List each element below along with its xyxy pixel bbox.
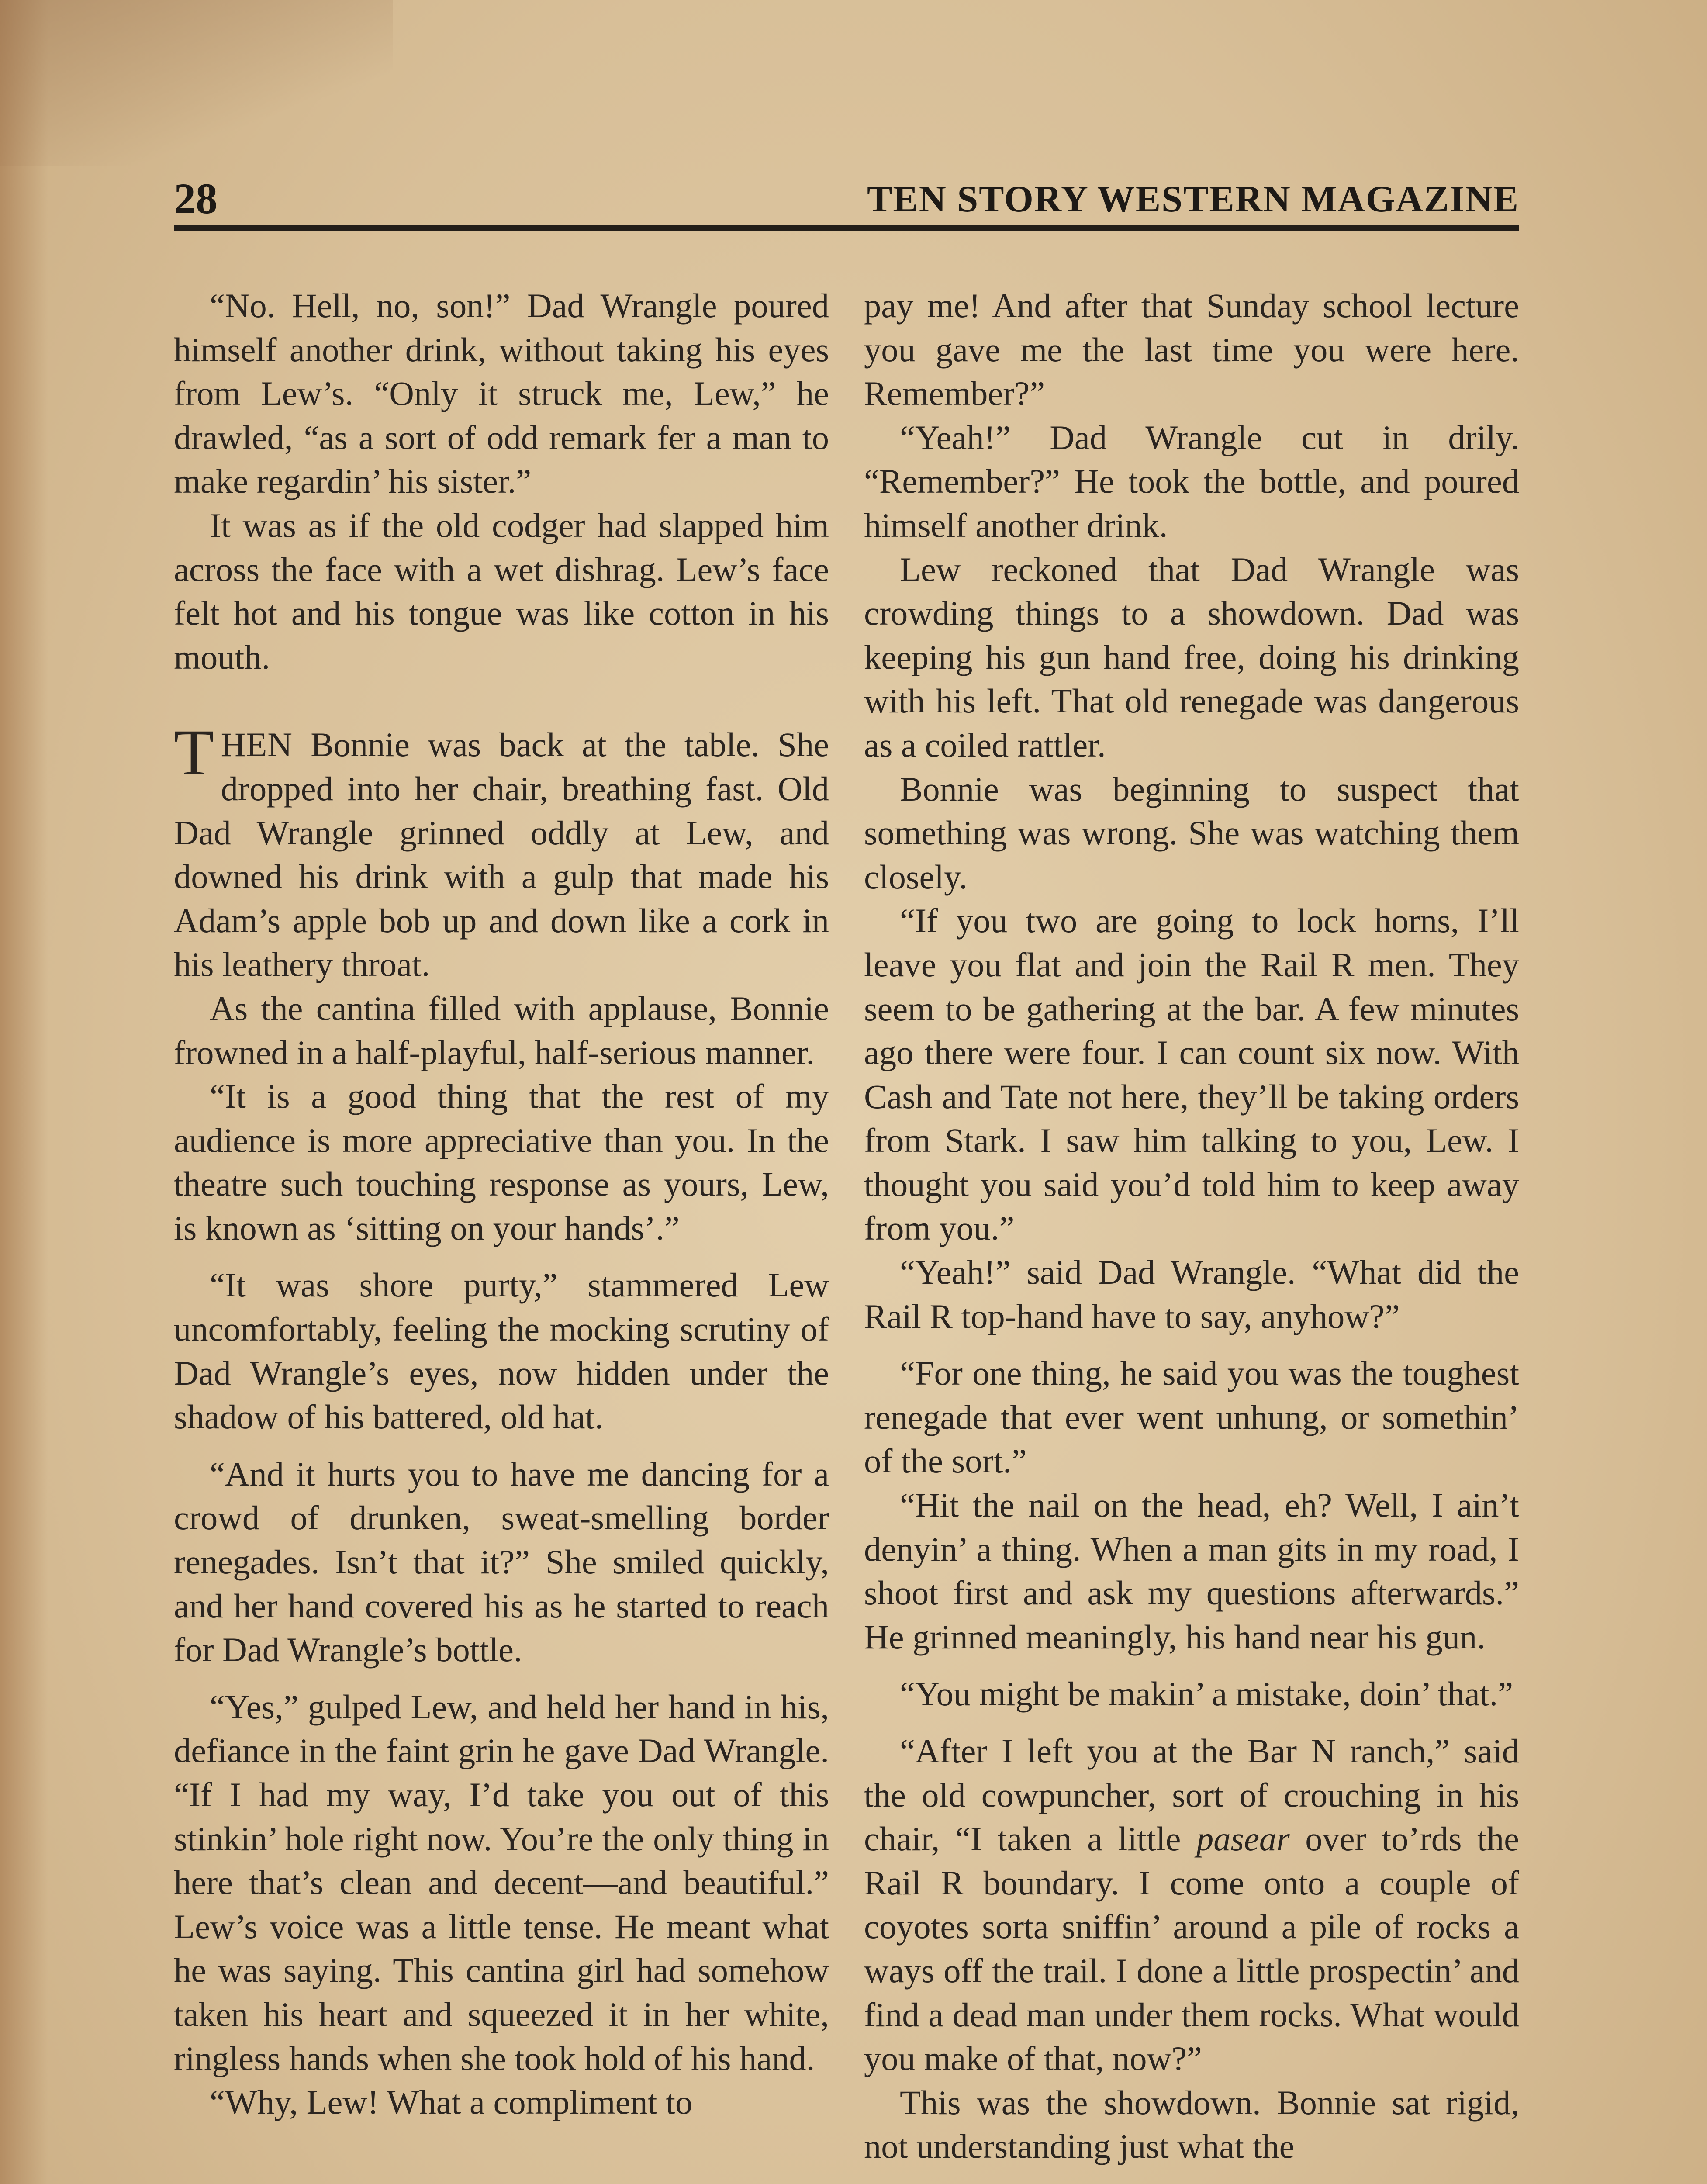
small-caps-lead: HEN [221, 726, 293, 764]
paragraph: “And it hurts you to have me dancing for a crowd of drunken, sweat-smelling border renegades. Isn’t that it?” She smiled quickly, and her hand covered his as he started to reach for Dad Wrangle’s bottle. [174, 1455, 829, 1669]
page-header [174, 173, 1519, 229]
page-edge-shadow [0, 0, 48, 2184]
left-column [174, 284, 829, 2184]
page-number: 28 [174, 174, 218, 223]
paragraph: “Yeah!” said Dad Wrangle. “What did the Rail R top-hand have to say, anyhow?” [864, 1253, 1519, 1335]
paragraph: “If you two are going to lock horns, I’ll leave you flat and join the Rail R men. They seem to be gathering at the bar. A few minutes ago there were four. I can count six now. With Cash and Tate not here, they’ll be taking orders from Stark. I saw him talking to you, Lew. I thought you said you’d told him to keep away from you.” [864, 902, 1519, 1248]
running-head: TEN STORY WESTERN MAGAZINE [867, 178, 1519, 220]
paragraph-text: over to’rds the Rail R boundary. I come onto a couple of coyotes sorta sniffin’ around a pile of rocks a ways off the trail. I done a little prospectin’ and find a dead man under them rocks. What would you make of that, now?” [864, 1820, 1519, 2078]
paragraph: “No. Hell, no, son!” Dad Wrangle poured himself another drink, without taking his eyes from Lew’s. “Only it struck me, Lew,” he drawled, “as a sort of odd remark fer a man to make regardin’ his sister.” [174, 287, 829, 501]
paragraph: “It is a good thing that the rest of my audience is more appreciative than you. In the theatre such touching response as yours, Lew, is known as ‘sitting on your hands’.” [174, 1077, 829, 1247]
drop-cap: T [174, 716, 214, 789]
paragraph-text: “After I left you at the Bar N ranch,” said the old cowpuncher, sort of crouching in his chair, “I taken a little [864, 1732, 1519, 1858]
paragraph: “Yeah!” Dad Wrangle cut in drily. “Remember?” He took the bottle, and poured himself another drink. [864, 418, 1519, 544]
paragraph: “For one thing, he said you was the toughest renegade that ever went unhung, or somethin’ of the sort.” [864, 1354, 1519, 1480]
paragraph: As the cantina filled with applause, Bonnie frowned in a half-playful, half-serious manner. [174, 989, 829, 1071]
paragraph: “You might be makin’ a mistake, doin’ that.” [900, 1675, 1513, 1713]
paragraph: “Hit the nail on the head, eh? Well, I ain’t denyin’ a thing. When a man gits in my road, I shoot first and ask my questions afterwards.” He grinned meaningly, his hand near his gun. [864, 1486, 1519, 1656]
paragraph: “It was shore purty,” stammered Lew uncomfortably, feeling the mocking scrutiny of Dad Wrangle’s eyes, now hidden under the shadow of his battered, old hat. [174, 1266, 829, 1436]
header-rule [174, 225, 1519, 231]
paragraph: Bonnie was beginning to suspect that something was wrong. She was watching them closely. [864, 770, 1519, 896]
paragraph: It was as if the old codger had slapped him across the face with a wet dishrag. Lew’s face felt hot and his tongue was like cotton in his mouth. [174, 506, 829, 676]
paragraph-text: Bonnie was back at the table. She dropped into her chair, breathing fast. Old Dad Wrangle grinned oddly at Lew, and downed his drink with a gulp that made his Adam’s apple bob up and down like a cork in his leathery throat. [174, 726, 829, 984]
paragraph: “Why, Lew! What a compliment to [210, 2083, 693, 2122]
right-column [864, 284, 1519, 2184]
paragraph: pay me! And after that Sunday school lecture you gave me the last time you were here. Remember?” [864, 287, 1519, 413]
paragraph: Lew reckoned that Dad Wrangle was crowding things to a showdown. Dad was keeping his gun hand free, doing his drinking with his left. That old renegade was dangerous as a coiled rattler. [864, 550, 1519, 764]
italic-word: pasear [1196, 1820, 1290, 1858]
section-opening-paragraph [174, 716, 829, 987]
paragraph: “Yes,” gulped Lew, and held her hand in his, defiance in the faint grin he gave Dad Wrangle. “If I had my way, I’d take you out of this stinkin’ hole right now. You’re the only thing in here that’s clean and decent—and beautiful.” Lew’s voice was a little tense. He meant what he was saying. This cantina girl had somehow taken his heart and squeezed it in her white, ringless hands when she took hold of his hand. [174, 1687, 829, 2077]
paragraph: This was the showdown. Bonnie sat rigid, not understanding just what the [864, 2083, 1519, 2166]
paragraph [864, 1729, 1519, 2081]
page-corner-stain [0, 0, 393, 166]
